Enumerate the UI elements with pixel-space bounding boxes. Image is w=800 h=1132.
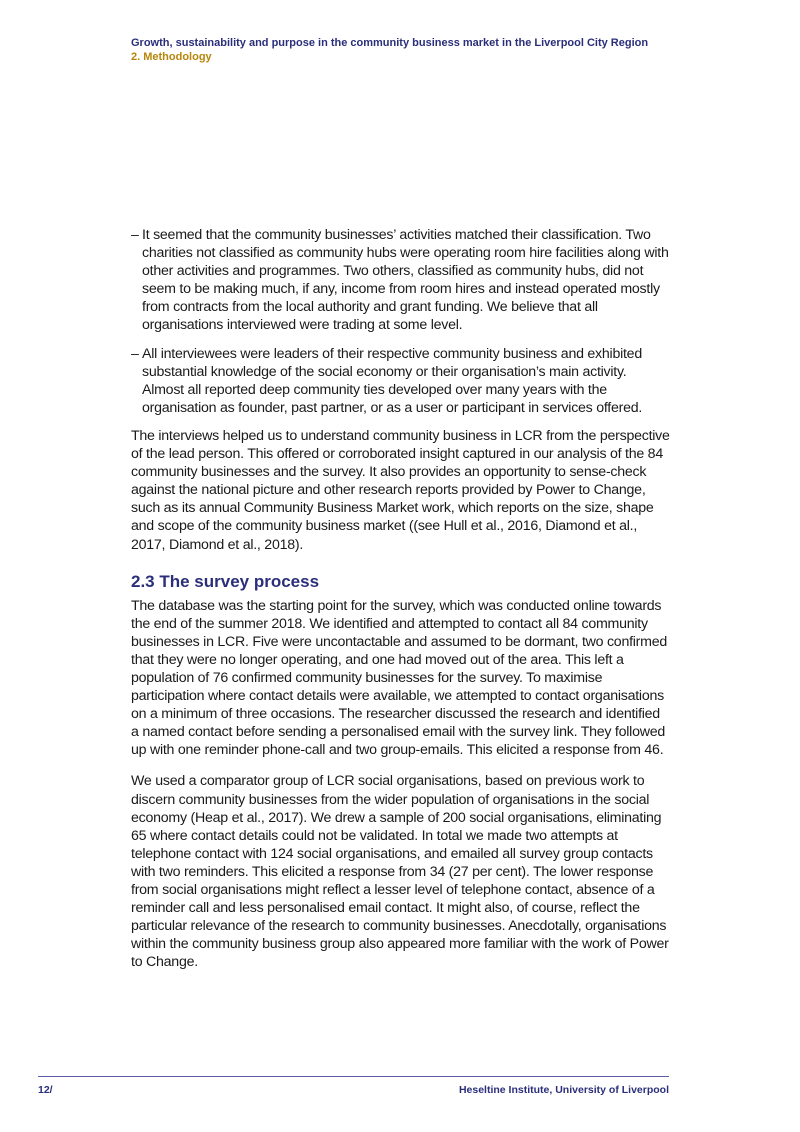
list-item-text: All interviewees were leaders of their respective community business and exhibited substantial knowledge of the social economy or their organisation’s main activity. Almost all reported deep community ties developed over many years with the organisation as founder, past partner, or as a user or participant in services offered. (142, 345, 643, 416)
report-title: Growth, sustainability and purpose in the community business market in the Liverpool City Region (131, 37, 649, 49)
list-item (131, 345, 671, 417)
dash-marker: – (131, 345, 139, 362)
finding-list (131, 226, 671, 417)
dash-marker: – (131, 227, 139, 243)
page-number: 12/ (38, 1084, 53, 1096)
section-label: 2. Methodology (131, 51, 212, 63)
survey-paragraph-2: We used a comparator group of LCR social organisations, based on previous work to discern community businesses from the wider population of organisations in the social economy (Heap et al., 2017). We drew a sample of 200 social organisations, eliminating 65 where contact details could not be validated. In total we made two attempts at telephone contact with 124 social organisations, and emailed all survey group contacts with two reminders. This elicited a response from 34 (27 per cent). The lower response from social organisations might reflect a lesser level of telephone contact, absence of a reminder call and less personalised email contact. It might also, of course, reflect the particular relevance of the research to community businesses. Anecdotally, organisations within the community business group also appeared more familiar with the work of Power to Change. (131, 773, 669, 971)
interviews-paragraph: The interviews helped us to understand community business in LCR from the perspective of the lead person. This offered or corroborated insight captured in our analysis of the 84 community businesses and the survey. It also provides an opportunity to sense-check against the national picture and other research reports provided by Power to Change, such as its annual Community Business Market work, which reports on the size, shape and scope of the community business market ((see Hull et al., 2016, Diamond et al., 2017, Diamond et al., 2018). (131, 427, 670, 553)
list-item-text: It seemed that the community businesses’ activities matched their classification. Two charities not classified as community hubs were operating room hire facilities along with other activities and programmes. Two others, classified as community hubs, did not seem to be making much, if any, income from room hires and instead operated mostly from contracts from the local authority and grant funding. We believe that all organisations interviewed were trading at some level. (142, 227, 669, 334)
section-heading: 2.3 The survey process (131, 571, 320, 591)
survey-paragraph-1: The database was the starting point for the survey, which was conducted online towards the end of the summer 2018. We identified and attempted to contact all 84 community businesses in LCR. Five were uncontactable and assumed to be dormant, two confirmed that they were no longer operating, and one had moved out of the area. This left a population of 76 confirmed community businesses for the survey. To maximise participation where contact details were available, we attempted to contact organisations on a minimum of three occasions. The researcher discussed the research and identified a named contact before sending a personalised email with the survey link. They followed up with one reminder phone-call and two group-emails. This elicited a response from 46. (131, 597, 668, 759)
running-header (131, 36, 691, 64)
list-item (131, 226, 671, 335)
footer-institution: Heseltine Institute, University of Liverpool (458, 1084, 669, 1096)
footer-divider (38, 1076, 669, 1077)
page-content (131, 226, 671, 984)
